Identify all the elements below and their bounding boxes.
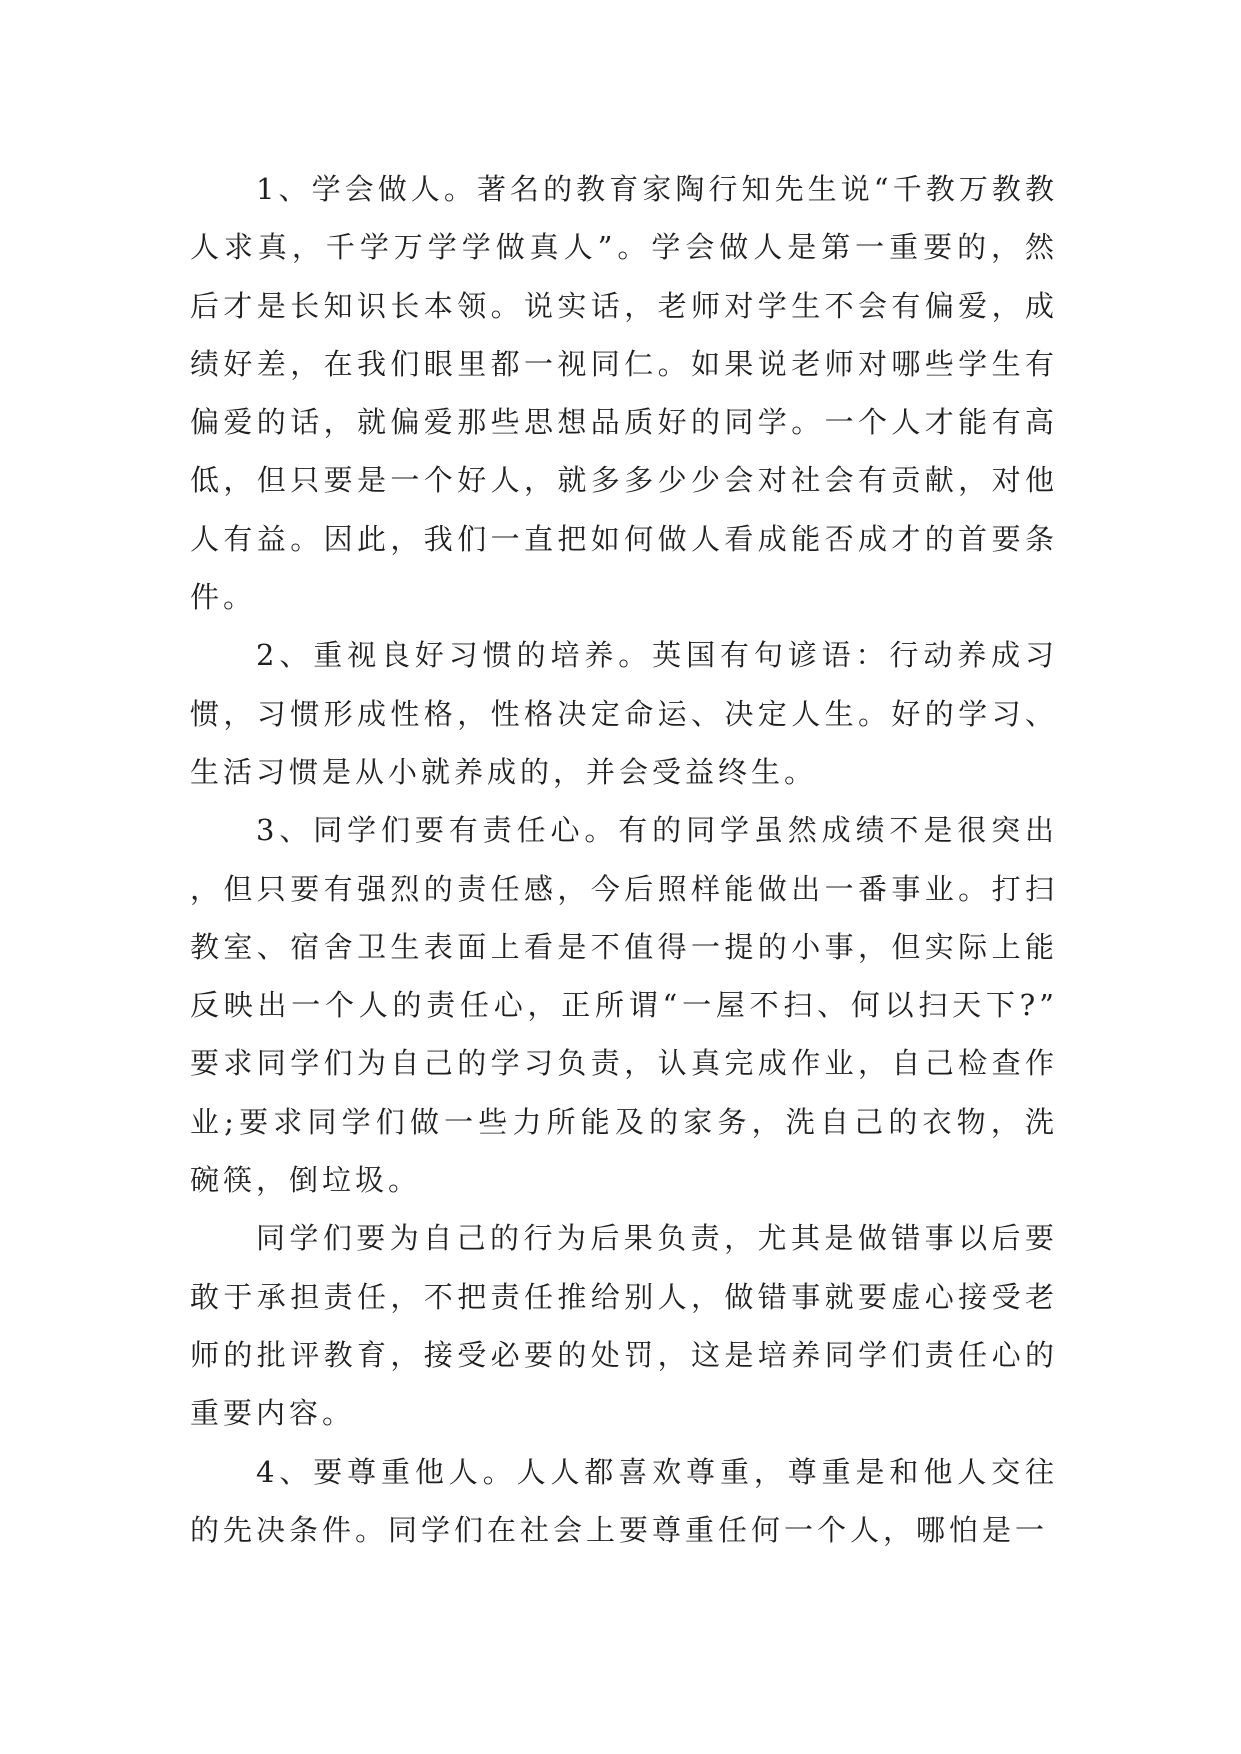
paragraph-respect-others: 4、要尊重他人。人人都喜欢尊重，尊重是和他人交往的先决条件。同学们在社会上要尊重任何一个人，哪怕是一 [190,1454,1058,1547]
paragraph-own-consequences: 同学们要为自己的行为后果负责，尤其是做错事以后要敢于承担责任，不把责任推给别人，做错事就要虚心接受老师的批评教育，接受必要的处罚，这是培养同学们责任心的重要内容。 [190,1221,1058,1431]
paragraph-good-habits: 2、重视良好习惯的培养。英国有句谚语：行动养成习惯，习惯形成性格，性格决定命运、决定人生。好的学习、生活习惯是从小就养成的，并会受益终生。 [190,638,1058,789]
paragraph-responsibility: 3、同学们要有责任心。有的同学虽然成绩不是很突出，但只要有强烈的责任感，今后照样能做出一番事业。打扫教室、宿舍卫生表面上看是不值得一提的小事，但实际上能反映出一个人的责任心，正所谓“一屋不扫、何以扫天下?”要求同学们为自己的学习负责，认真完成作业，自己检查作业;要求同学们做一些力所能及的家务，洗自己的衣物，洗碗筷，倒垃圾。 [190,813,1058,1198]
paragraph-learn-to-be-human: 1、学会做人。著名的教育家陶行知先生说“千教万教教人求真，千学万学学做真人”。学会做人是第一重要的，然后才是长知识长本领。说实话，老师对学生不会有偏爱，成绩好差，在我们眼里都一视同仁。如果说老师对哪些学生有偏爱的话，就偏爱那些思想品质好的同学。一个人才能有高低，但只要是一个好人，就多多少少会对社会有贡献，对他人有益。因此，我们一直把如何做人看成能否成才的首要条件。 [190,172,1058,615]
document-body [190,160,1058,1559]
